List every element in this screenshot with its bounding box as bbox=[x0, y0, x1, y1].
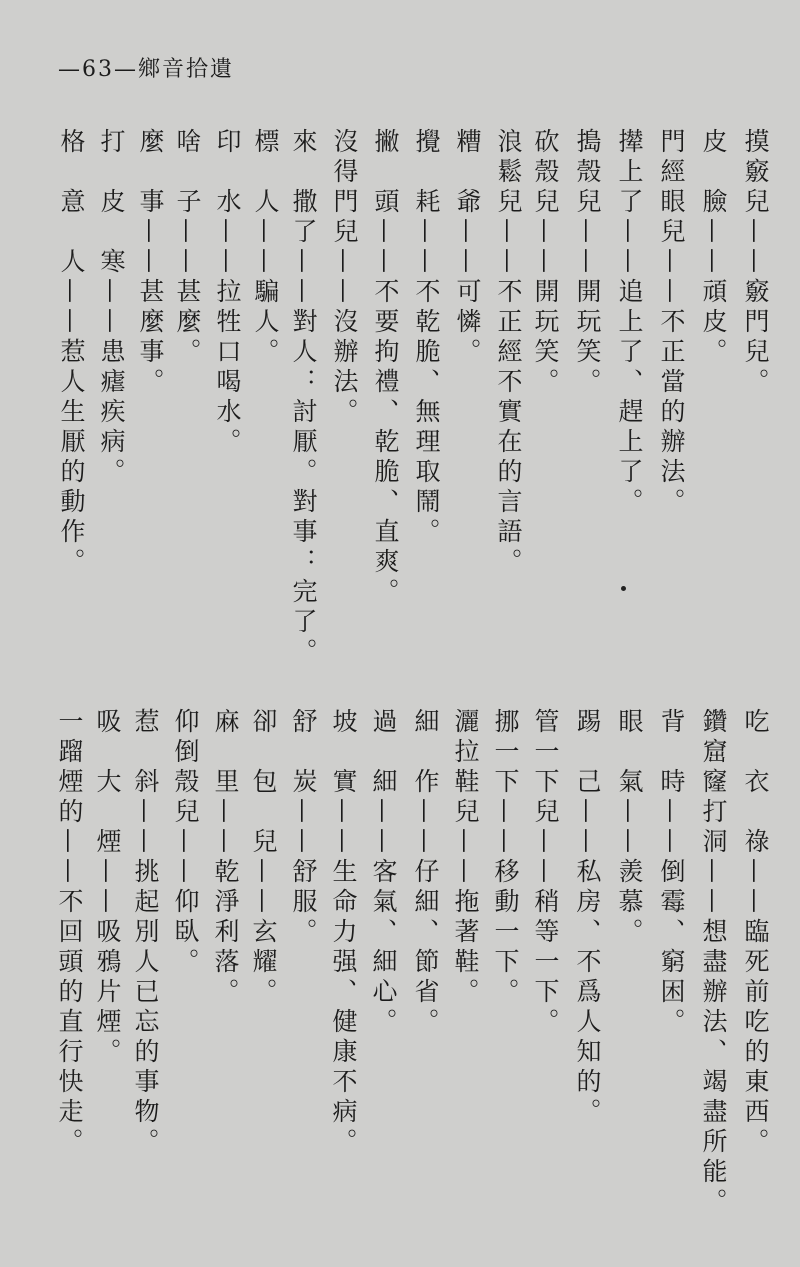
entry: 門經眼兒——不正當的辦法。 bbox=[657, 128, 686, 518]
entry: 啥 子——甚麼。 bbox=[173, 128, 202, 368]
entry: 麻 里——乾淨利落。 bbox=[211, 708, 240, 1008]
entry: 糟 爺——可憐。 bbox=[453, 128, 482, 368]
page-header: —63—鄉音拾遺 bbox=[58, 57, 234, 82]
entry: 背 時——倒霉、窮困。 bbox=[657, 708, 686, 1038]
entry: 攪 耗——不乾脆、無理取鬧。 bbox=[412, 128, 441, 548]
entry: 麼 事——甚麼事。 bbox=[136, 128, 165, 398]
entry: 鑽窟窿打洞——想盡辦法、竭盡所能。 bbox=[699, 708, 728, 1218]
entry: 管一下兒——稍等一下。 bbox=[531, 708, 560, 1038]
entry: 一蹓煙的——不回頭的直行快走。 bbox=[55, 708, 84, 1158]
entry: 搗殼兒——開玩笑。 bbox=[573, 128, 602, 398]
entry: 仰倒殼兒——仰臥。 bbox=[171, 708, 200, 978]
entry: 坡 實——生命力强、健康不病。 bbox=[329, 708, 358, 1158]
entry: 摸竅兒——竅門兒。 bbox=[741, 128, 770, 398]
entry: 撵上了——追上了、趕上了。 bbox=[615, 128, 644, 518]
entry: 細 作——仔細、節省。 bbox=[411, 708, 440, 1038]
entry: 打 皮 寒——患瘧疾病。 bbox=[97, 128, 126, 488]
entry: 挪一下——移動一下。 bbox=[491, 708, 520, 1008]
entry: 踢 己——私房、不爲人知的。 bbox=[573, 708, 602, 1128]
entry: 舒 炭——舒服。 bbox=[289, 708, 318, 948]
entry: 標 人——騙人。 bbox=[251, 128, 280, 368]
entry: 來 撒了——對人：討厭。對事：完了。 bbox=[289, 128, 318, 668]
entry: 卻 包 兒——玄耀。 bbox=[249, 708, 278, 1008]
entry: 印 水——拉牲口喝水。 bbox=[213, 128, 242, 458]
entry: 撇 頭——不要拘禮、乾脆、直爽。 bbox=[371, 128, 400, 608]
entry: 眼 氣——羨慕。 bbox=[615, 708, 644, 948]
entry: 沒得門兒——沒辦法。 bbox=[330, 128, 359, 428]
ink-speck bbox=[621, 586, 626, 591]
entry: 過 細——客氣、細心。 bbox=[369, 708, 398, 1038]
entry: 吸 大 煙——吸鴉片煙。 bbox=[93, 708, 122, 1068]
entry: 格 意 人——惹人生厭的動作。 bbox=[57, 128, 86, 578]
entry: 吃 衣 祿——臨死前吃的東西。 bbox=[741, 708, 770, 1158]
entry: 灑拉鞋兒——拖著鞋。 bbox=[451, 708, 480, 1008]
entry: 砍殼兒——開玩笑。 bbox=[531, 128, 560, 398]
entry: 惹 斜——挑起別人已忘的事物。 bbox=[131, 708, 160, 1158]
entry: 皮 臉——頑皮。 bbox=[699, 128, 728, 368]
entry: 浪鬆兒——不正經不實在的言語。 bbox=[494, 128, 523, 578]
